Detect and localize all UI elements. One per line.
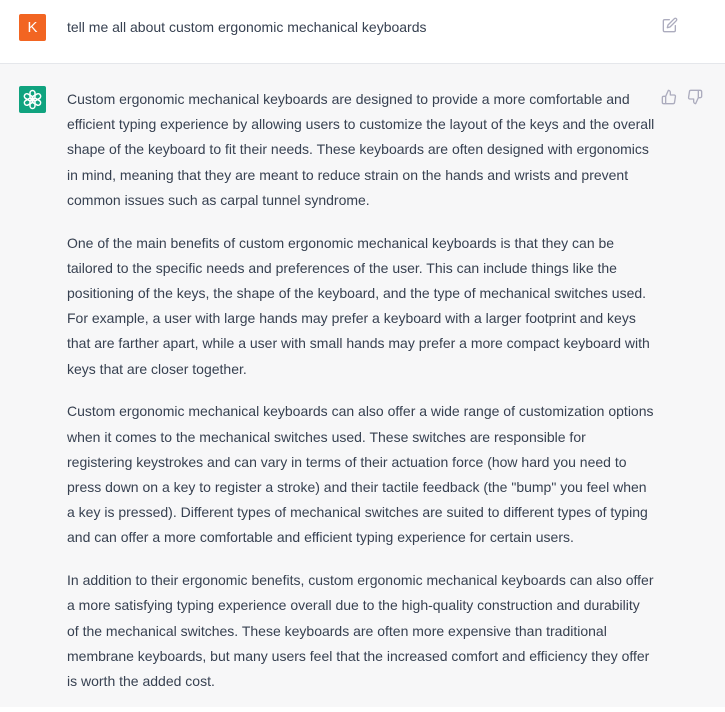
thumbs-down-icon	[687, 89, 703, 105]
thumbs-up-button[interactable]	[661, 89, 677, 105]
message-paragraph: Custom ergonomic mechanical keyboards can also offer a wide range of customization options when it comes to the mechanical switches used. These switches are responsible for registering keystrokes and can vary in terms of their actuation force (how hard you need to press down on a key to register a stroke) and their tactile feedback (the "bump" you feel when a key is pressed). Different types of mechanical switches are suited to different types of typing and can offer a more comfortable and efficient typing experience for certain users.	[67, 403, 654, 546]
assistant-message-text	[67, 87, 655, 712]
message-paragraph: Custom ergonomic mechanical keyboards are designed to provide a more comfortable and efficient typing experience by allowing users to customize the layout of the keys and the overall shape of the keyboard to fit their needs. These keyboards are often designed with ergonomics in mind, meaning that they are meant to reduce strain on the hands and wrists and prevent common issues such as carpal tunnel syndrome.	[67, 91, 655, 208]
assistant-avatar	[19, 86, 46, 113]
openai-logo-icon	[19, 86, 46, 113]
assistant-message-row	[0, 64, 725, 707]
message-paragraph: In addition to their ergonomic benefits, custom ergonomic mechanical keyboards can also offer a more satisfying typing experience overall due to the high-quality construction and durability of the mechanical switches. These keyboards are often more expensive than traditional membrane keyboards, but many users feel that the increased comfort and efficiency they offer is worth the added cost.	[67, 572, 654, 690]
thumbs-up-icon	[661, 89, 677, 105]
edit-icon	[662, 17, 678, 33]
thumbs-down-button[interactable]	[687, 89, 703, 105]
user-message-text: tell me all about custom ergonomic mechanical keyboards	[67, 19, 427, 35]
edit-message-button[interactable]	[662, 17, 680, 35]
user-avatar: K	[19, 14, 46, 41]
user-message-row	[0, 0, 725, 64]
message-paragraph: One of the main benefits of custom ergonomic mechanical keyboards is that they can be tailored to the specific needs and preferences of the user. This can include things like the positioning of the keys, the shape of the keyboard, and the type of mechanical switches used. For example, a user with large hands may prefer a keyboard with a larger footprint and keys that are farther apart, while a user with small hands may prefer a more compact keyboard with keys that are closer together.	[67, 234, 650, 377]
